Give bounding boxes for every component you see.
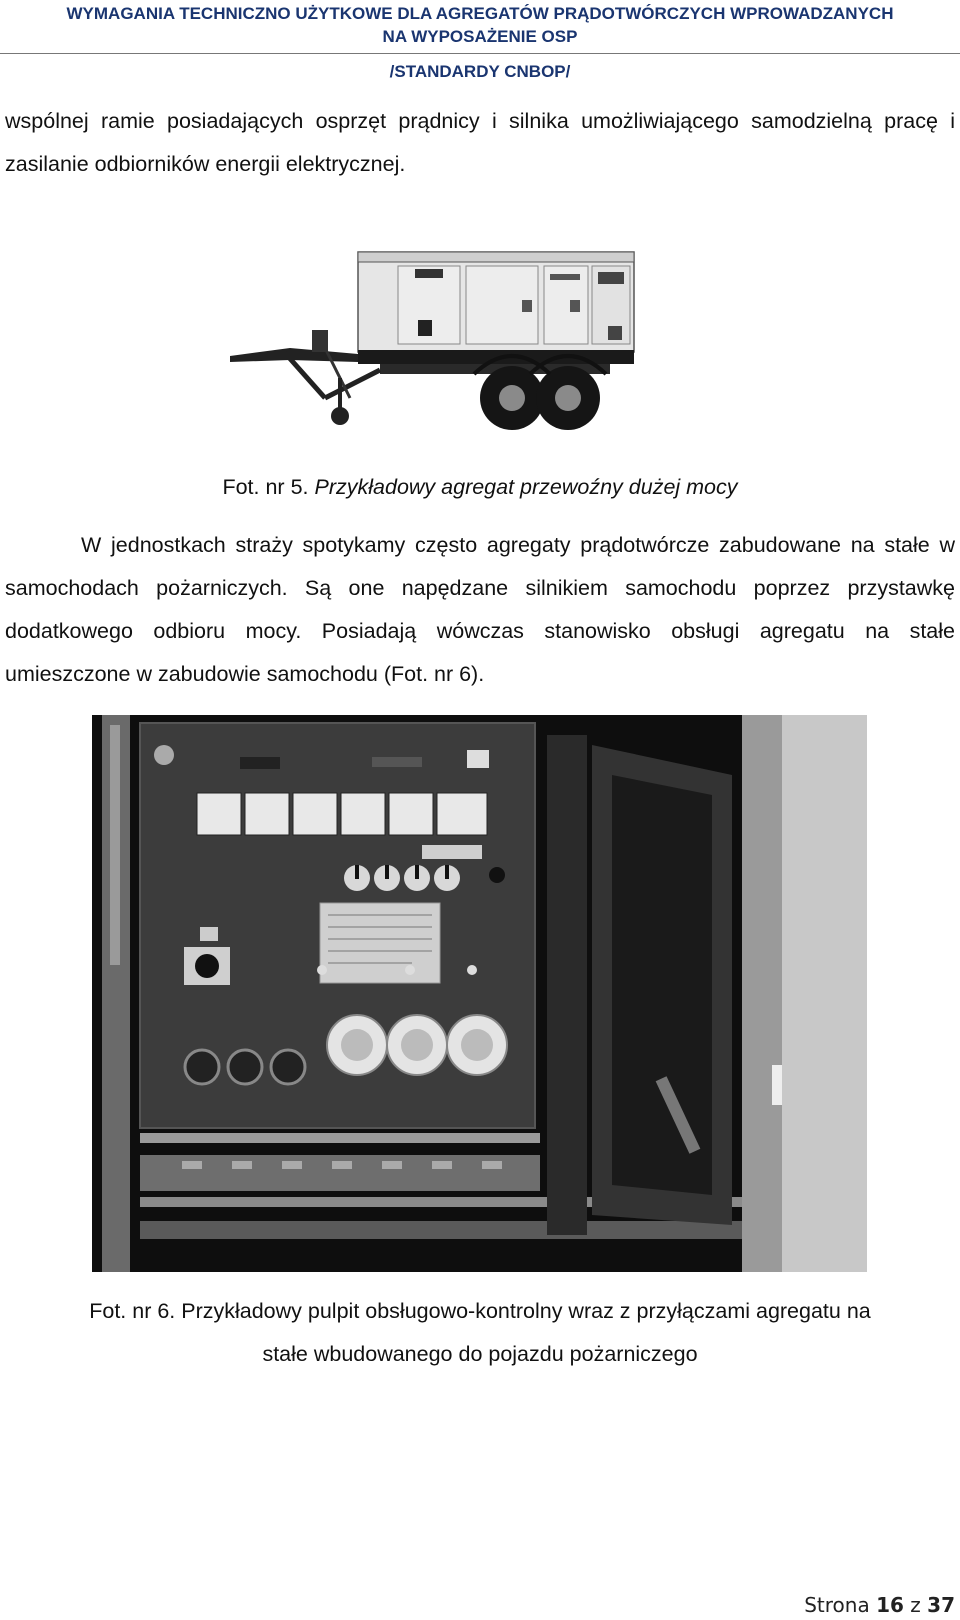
figure-6-caption-line2: stałe wbudowanego do pojazdu pożarniczego <box>262 1342 698 1366</box>
generator-trailer-photo <box>230 238 660 456</box>
figure-5-caption-text: Przykładowy agregat przewoźny dużej mocy <box>314 475 738 499</box>
header-title-line1: WYMAGANIA TECHNICZNO UŻYTKOWE DLA AGREGATÓW PRĄDOTWÓRCZYCH WPROWADZANYCH <box>66 4 894 23</box>
page-header <box>0 0 960 83</box>
control-panel-photo <box>92 715 867 1272</box>
page-footer <box>804 1593 955 1617</box>
footer-page-number: 16 <box>876 1593 904 1617</box>
paragraph-vehicle-generators: W jednostkach straży spotykamy często agregaty prądotwórcze zabudowane na stałe w samochodach pożarniczych. Są one napędzane silnikiem samochodu poprzez przystawkę dodatkowego odbioru mocy. Posiadają wówczas stanowisko obsługi agregatu na stałe umieszczone w zabudowie samochodu (Fot. nr 6). <box>5 533 955 686</box>
footer-total-pages: 37 <box>927 1593 955 1617</box>
paragraph-intro: wspólnej ramie posiadających osprzęt prądnicy i silnika umożliwiającego samodzielną pracę i zasilanie odbiorników energii elektrycznej. <box>5 109 955 176</box>
figure-5-caption <box>0 475 960 500</box>
header-standard: /STANDARDY CNBOP/ <box>389 62 571 81</box>
figure-6-caption-line1: Fot. nr 6. Przykładowy pulpit obsługowo-kontrolny wraz z przyłączami agregatu na <box>89 1299 871 1323</box>
footer-label: Strona <box>804 1593 870 1617</box>
figure-6-caption <box>0 1290 960 1376</box>
header-title-line2: NA WYPOSAŻENIE OSP <box>382 27 578 46</box>
figure-5-caption-prefix: Fot. nr 5. <box>222 475 309 499</box>
header-divider <box>0 53 960 54</box>
footer-of: z <box>910 1593 921 1617</box>
